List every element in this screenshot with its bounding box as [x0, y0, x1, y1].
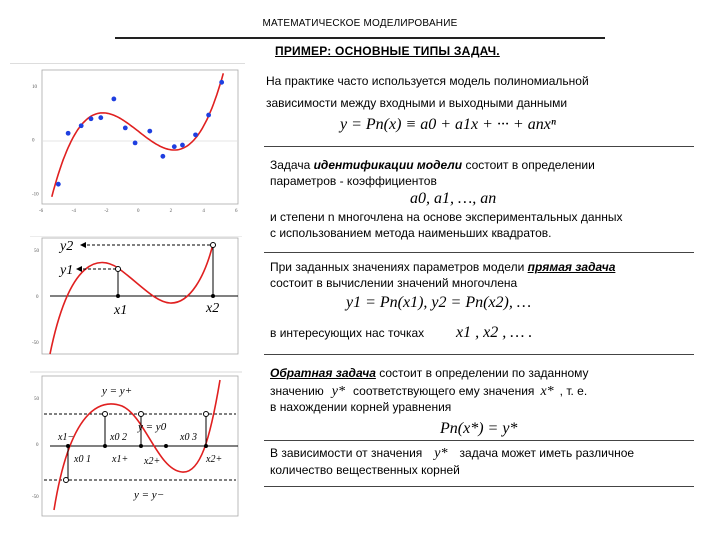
root-point	[139, 412, 144, 417]
label-y2: y2	[60, 239, 74, 254]
direct-formula: y1 = Pn(x1), y2 = Pn(x2), …	[346, 294, 532, 311]
data-point	[111, 97, 116, 102]
slide-header: МАТЕМАТИЧЕСКОЕ МОДЕЛИРОВАНИЕ	[262, 18, 458, 29]
identification-line-2: параметров - коэффициентов	[270, 174, 437, 188]
label-y-zero: y = y0	[138, 421, 167, 433]
section-divider	[264, 146, 694, 147]
inverse-line-1	[270, 366, 589, 382]
root-point	[103, 412, 108, 417]
identification-line-1	[270, 158, 595, 174]
data-point	[89, 116, 94, 121]
section-divider	[264, 440, 694, 441]
data-point	[193, 132, 198, 137]
y-tick-label: -50	[32, 495, 39, 500]
direct-line-1	[270, 260, 615, 276]
chart-scatter-fit	[30, 66, 242, 216]
inverse-line-2a: значению	[270, 384, 324, 398]
direct-line-3: в интересующих нас точках	[270, 326, 425, 340]
data-point	[180, 143, 185, 148]
x-tick-label: -2	[104, 209, 109, 214]
section-divider	[264, 252, 694, 253]
label-x2: x2	[206, 301, 220, 316]
direct-pre: При заданных значениях параметров модели	[270, 260, 528, 274]
data-point	[123, 125, 128, 130]
identification-line-4: с использованием метода наименьших квадратов.	[270, 226, 552, 240]
subtitle-divider	[10, 63, 245, 64]
roots-ystar: y*	[434, 446, 448, 461]
identification-post: состоит в определении	[462, 158, 595, 172]
inverse-term: Обратная задача	[270, 366, 376, 380]
data-point	[98, 115, 103, 120]
data-point	[79, 123, 84, 128]
direct-line-2: состоит в вычислении значений многочлена	[270, 276, 518, 290]
data-point	[147, 129, 152, 134]
section-divider	[264, 486, 694, 487]
chart-inverse-problem	[30, 370, 242, 520]
label-x1: x1	[114, 303, 128, 318]
data-point	[66, 131, 71, 136]
y-tick-label: 0	[36, 295, 39, 300]
identification-line-3: и степени n многочлена на основе экспериментальных данных	[270, 210, 623, 224]
inverse-ystar: y*	[331, 384, 346, 399]
roots-line-2: количество вещественных корней	[270, 463, 460, 477]
coefficients-formula: a0, a1, …, an	[410, 190, 497, 207]
label-x1-zero: x0 1	[74, 454, 91, 465]
plot-frame	[42, 70, 238, 204]
root-mark	[204, 444, 208, 448]
data-point	[206, 113, 211, 118]
x-tick-label: 6	[235, 209, 238, 214]
x-tick-label: 4	[202, 209, 205, 214]
label-y-plus: y = y+	[102, 385, 133, 397]
roots-line-1a: В зависимости от значения	[270, 446, 423, 460]
root-point	[64, 478, 69, 483]
x-tick-label: -4	[71, 209, 76, 214]
label-y1: y1	[60, 263, 74, 278]
identification-pre: Задача	[270, 158, 314, 172]
roots-line-1	[270, 446, 634, 462]
slide-subtitle: ПРИМЕР: ОСНОВНЫЕ ТИПЫ ЗАДАЧ.	[275, 44, 500, 58]
root-mark	[139, 444, 143, 448]
data-point	[172, 144, 177, 149]
inverse-line-3: в нахождении корней уравнения	[270, 400, 452, 414]
identification-term: идентификации модели	[313, 158, 463, 172]
data-point	[160, 154, 165, 159]
label-x3-zero: x0 3	[180, 432, 197, 443]
root-point	[204, 412, 209, 417]
root-mark	[103, 444, 107, 448]
root-mark	[164, 444, 168, 448]
inverse-line-2	[270, 384, 587, 400]
x-tick-label: 0	[137, 209, 140, 214]
y-tick-label: 0	[32, 138, 35, 144]
x1-mark	[116, 294, 120, 298]
inverse-line-2c: , т. е.	[559, 384, 588, 398]
data-point	[56, 182, 61, 187]
x-tick-label: 2	[169, 209, 173, 214]
label-y-minus: y = y−	[134, 489, 165, 501]
label-x2-minus: x2+	[144, 456, 161, 467]
roots-line-1b: задача может иметь различное	[459, 446, 635, 460]
y-tick-label: 50	[34, 249, 39, 254]
point-x1	[116, 267, 121, 272]
intro-line-2: зависимости между входными и выходными данными	[266, 96, 568, 110]
y-tick-label: 10	[32, 85, 37, 91]
x-tick-label: -6	[39, 209, 44, 214]
data-point	[133, 140, 138, 145]
intro-line-1: На практике часто используется модель полиномиальной	[266, 74, 589, 88]
y-tick-label: 0	[36, 443, 39, 448]
y-tick-label: -50	[32, 341, 39, 346]
root-mark	[66, 444, 70, 448]
inverse-line-2b: соответствующего ему значения	[353, 384, 535, 398]
inverse-formula: Pn(x*) = y*	[440, 420, 518, 437]
label-x1-plus: x1+	[112, 454, 129, 465]
direct-points: x1 , x2 , … .	[456, 324, 533, 341]
y-tick-label: 50	[34, 397, 39, 402]
model-formula: y = Pn(x) ≡ a0 + a1x + ··· + anxⁿ	[340, 116, 556, 133]
inverse-xstar: x*	[540, 384, 554, 399]
chart-direct-problem	[30, 236, 242, 358]
point-x2	[211, 243, 216, 248]
data-point	[219, 80, 224, 85]
header-divider	[115, 37, 605, 39]
section-divider	[264, 354, 694, 355]
x2-mark	[211, 294, 215, 298]
inverse-post: состоит в определении по заданному	[375, 366, 589, 380]
direct-term: прямая задача	[527, 260, 616, 274]
label-x2-plus: x2+	[206, 454, 223, 465]
label-x2-zero: x0 2	[110, 432, 127, 443]
label-x1-minus: x1−	[58, 432, 75, 443]
y-tick-label: -10	[32, 192, 39, 198]
